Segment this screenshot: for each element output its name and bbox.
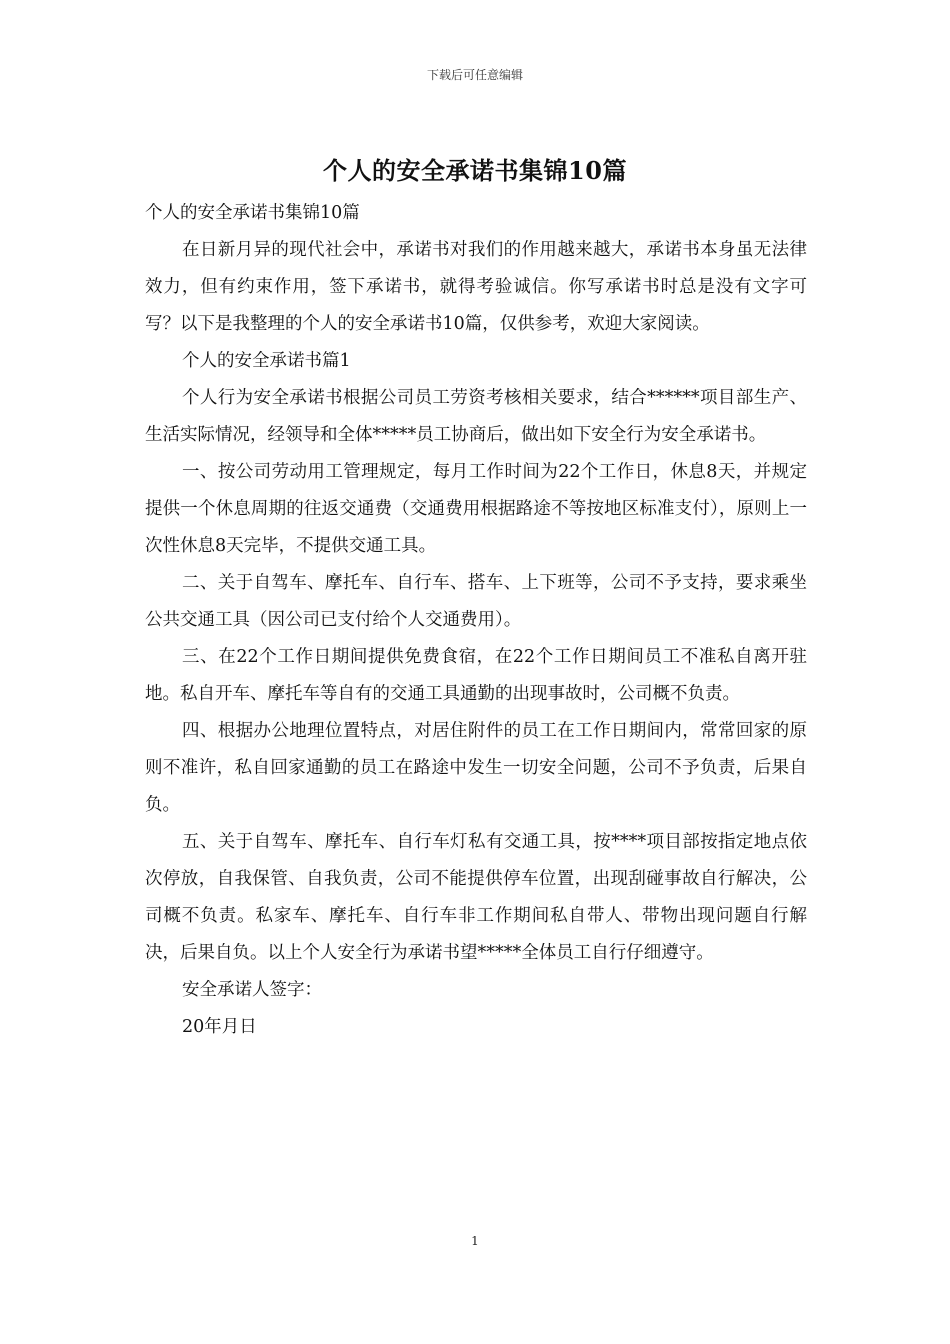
document-body	[145, 198, 807, 1046]
intro-paragraph: 在日新月异的现代社会中，承诺书对我们的作用越来越大，承诺书本身虽无法律效力，但有约束作用，签下承诺书，就得考验诚信。你写承诺书时总是没有文字可写？以下是我整理的个人的安全承诺书10篇，仅供参考，欢迎大家阅读。	[145, 240, 807, 334]
clause-4: 四、根据办公地理位置特点，对居住附件的员工在工作日期间内，常常回家的原则不准许，私自回家通勤的员工在路途中发生一切安全问题，公司不予负责，后果自负。	[145, 721, 807, 815]
clause-3: 三、在22个工作日期间提供免费食宿，在22个工作日期间员工不准私自离开驻地。私自开车、摩托车等自有的交通工具通勤的出现事故时，公司概不负责。	[145, 647, 807, 704]
clause-2: 二、关于自驾车、摩托车、自行车、搭车、上下班等，公司不予支持，要求乘坐公共交通工具（因公司已支付给个人交通费用）。	[145, 573, 807, 630]
document-subtitle: 个人的安全承诺书集锦10篇	[145, 203, 360, 223]
header-note: 下载后可任意编辑	[426, 68, 523, 82]
page-number: 1	[471, 1234, 479, 1248]
clause-1: 一、按公司劳动用工管理规定，每月工作时间为22个工作日，休息8天，并规定提供一个休息周期的往返交通费（交通费用根据路途不等按地区标准支付），原则上一次性休息8天完毕，不提供交通工具。	[145, 462, 807, 556]
clause-5: 五、关于自驾车、摩托车、自行车灯私有交通工具，按****项目部按指定地点依次停放，自我保管、自我负责，公司不能提供停车位置，出现刮碰事故自行解决，公司概不负责。私家车、摩托车、自行车非工作期间私自带人、带物出现问题自行解决，后果自负。以上个人安全行为承诺书望*****全体员工自行仔细遵守。	[145, 832, 807, 963]
document-title: 个人的安全承诺书集锦10篇	[323, 156, 627, 185]
date-line: 20年月日	[182, 1017, 257, 1037]
paragraph: 个人行为安全承诺书根据公司员工劳资考核相关要求，结合******项目部生产、生活实际情况，经领导和全体*****员工协商后，做出如下安全行为安全承诺书。	[145, 388, 807, 445]
section-heading: 个人的安全承诺书篇1	[182, 351, 351, 371]
signature-line: 安全承诺人签字：	[182, 980, 322, 1000]
